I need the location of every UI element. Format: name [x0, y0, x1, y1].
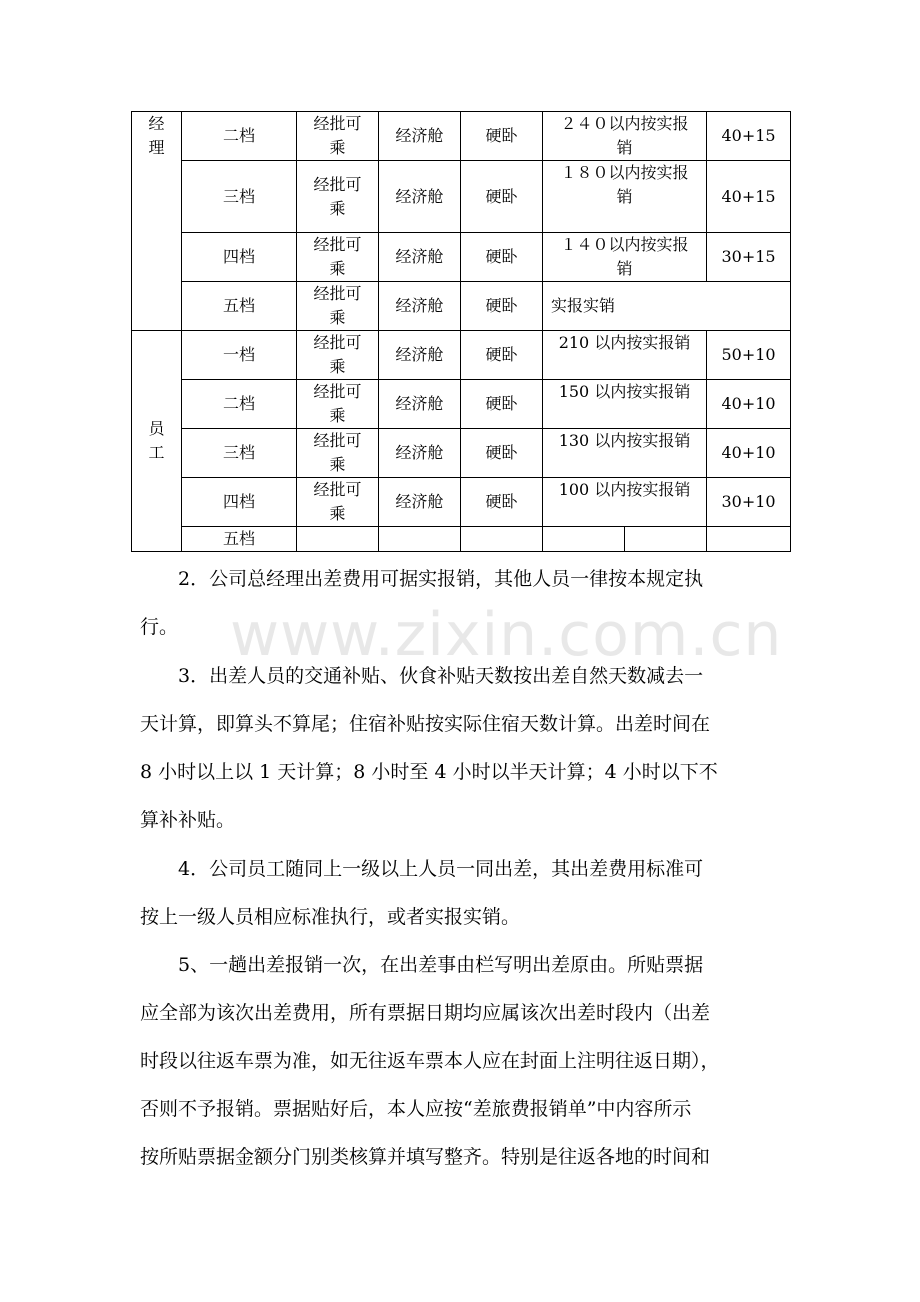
train-class-cell: 硬卧 — [461, 112, 543, 161]
subsidy-cell: 40+15 — [707, 112, 791, 161]
train-class-cell: 硬卧 — [461, 478, 543, 527]
paragraph-2: 2．公司总经理出差费用可据实报销，其他人员一律按本规定执 行。 — [140, 568, 704, 638]
subsidy-cell: 30+15 — [707, 233, 791, 282]
watermark: www.zixin.com.cn — [230, 600, 783, 670]
flight-class-cell: 经济舱 — [379, 380, 461, 429]
flight-class-cell: 经济舱 — [379, 331, 461, 380]
lodging-cell: 100 以内按实报销 — [543, 478, 707, 527]
train-class-cell: 硬卧 — [461, 429, 543, 478]
approval-cell: 经批可 乘 — [297, 429, 379, 478]
train-class-cell: 硬卧 — [461, 233, 543, 282]
table-row — [132, 380, 791, 429]
lodging-cell: 210 以内按实报销 — [543, 331, 707, 380]
table-row — [132, 478, 791, 527]
approval-cell: 经批可 乘 — [297, 282, 379, 331]
subsidy-cell: 40+10 — [707, 429, 791, 478]
approval-cell: 经批可 乘 — [297, 161, 379, 233]
lodging-cell: 实报实销 — [543, 282, 791, 331]
table-row — [132, 161, 791, 233]
grade-cell: 三档 — [182, 429, 297, 478]
grade-cell: 一档 — [182, 331, 297, 380]
flight-class-cell: 经济舱 — [379, 429, 461, 478]
table-row — [132, 282, 791, 331]
approval-cell: 经批可 乘 — [297, 233, 379, 282]
flight-class-cell: 经济舱 — [379, 478, 461, 527]
flight-class-cell — [379, 527, 461, 552]
train-class-cell: 硬卧 — [461, 380, 543, 429]
paragraph-5: 5、一趟出差报销一次，在出差事由栏写明出差原由。所贴票据 应全部为该次出差费用，所有票据日期均应属该次出差时段内（出差 时段以往返车票为准，如无往返车票本人应在封面上注明往返日期）， 否则不予报销。票据贴好后，本人应按“差旅费报销单”中内容所示 按所贴票据金额分门别类核算并填写整齐。特别是往返各地的时间和 — [140, 954, 720, 1168]
flight-class-cell: 经济舱 — [379, 282, 461, 331]
table-row — [132, 527, 791, 552]
paragraph-4: 4．公司员工随同上一级以上人员一同出差，其出差费用标准可 按上一级人员相应标准执行，或者实报实销。 — [140, 858, 704, 928]
grade-cell: 二档 — [182, 380, 297, 429]
grade-cell: 四档 — [182, 478, 297, 527]
flight-class-cell: 经济舱 — [379, 161, 461, 233]
approval-cell: 经批可 乘 — [297, 112, 379, 161]
approval-cell: 经批可 乘 — [297, 478, 379, 527]
table-row — [132, 429, 791, 478]
subsidy-cell — [707, 527, 791, 552]
lodging-cell: １８０以内按实报 销 — [543, 161, 707, 233]
flight-class-cell: 经济舱 — [379, 112, 461, 161]
group-label-cell: 经 理 — [132, 112, 182, 331]
lodging-cell: 130 以内按实报销 — [543, 429, 707, 478]
grade-cell: 五档 — [182, 527, 297, 552]
lodging-cell — [543, 527, 625, 552]
approval-cell — [297, 527, 379, 552]
approval-cell: 经批可 乘 — [297, 331, 379, 380]
table-row — [132, 233, 791, 282]
group-label-cell: 员 工 — [132, 331, 182, 552]
subsidy-cell: 40+15 — [707, 161, 791, 233]
paragraph-3: 3．出差人员的交通补贴、伙食补贴天数按出差自然天数减去一 天计算，即算头不算尾；住宿补贴按实际住宿天数计算。出差时间在 8 小时以上以 1 天计算；8 小时至 4 小时以半天计算；4 小时以下不 算补补贴。 — [140, 665, 718, 831]
grade-cell: 三档 — [182, 161, 297, 233]
grade-cell: 四档 — [182, 233, 297, 282]
lodging-cell-extra — [625, 527, 707, 552]
subsidy-cell: 30+10 — [707, 478, 791, 527]
approval-cell: 经批可 乘 — [297, 380, 379, 429]
grade-cell: 二档 — [182, 112, 297, 161]
lodging-cell: １４０以内按实报 销 — [543, 233, 707, 282]
train-class-cell: 硬卧 — [461, 331, 543, 380]
subsidy-cell: 50+10 — [707, 331, 791, 380]
subsidy-cell: 40+10 — [707, 380, 791, 429]
grade-cell: 五档 — [182, 282, 297, 331]
train-class-cell — [461, 527, 543, 552]
table-row — [132, 112, 791, 161]
flight-class-cell: 经济舱 — [379, 233, 461, 282]
lodging-cell: ２４０以内按实报 销 — [543, 112, 707, 161]
lodging-cell: 150 以内按实报销 — [543, 380, 707, 429]
table-row — [132, 331, 791, 380]
train-class-cell: 硬卧 — [461, 161, 543, 233]
train-class-cell: 硬卧 — [461, 282, 543, 331]
travel-standard-table — [131, 111, 791, 552]
